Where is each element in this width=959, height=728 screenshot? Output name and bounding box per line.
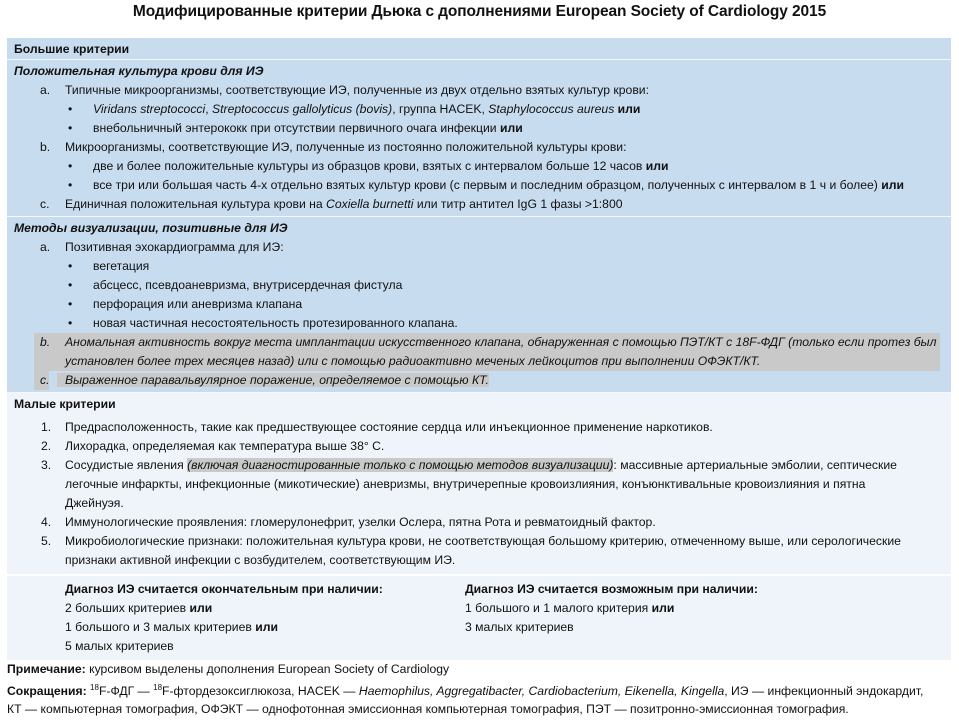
imaging-heading: Методы визуализации, позитивные для ИЭ: [14, 221, 288, 235]
page-title: Модифицированные критерии Дьюка с дополнениями European Society of Cardiology 2015: [132, 3, 827, 20]
minor-criteria-heading: Малые критерии: [14, 397, 116, 411]
list-item: • две и более положительные культуры из образцов крови, взятых с интервалом больше 12 часов или: [68, 159, 669, 173]
note: Примечание: курсивом выделены дополнения European Society of Cardiology: [7, 662, 450, 676]
list-item: • внебольничный энтерококк при отсутствии первичного очага инфекции или: [68, 121, 523, 135]
list-item: a. Позитивная эхокардиограмма для ИЭ:: [40, 240, 284, 254]
list-item: • абсцесс, псевдоаневризма, внутрисердечная фистула: [68, 278, 403, 292]
possible-diagnosis: Диагноз ИЭ считается возможным при наличии: 1 большого и 1 малого критерия или 3 малых критериев: [465, 580, 935, 656]
footnotes: Примечание: курсивом выделены дополнения European Society of Cardiology Сокращения: $^{18}$F-ФДГ — $^{18}$F-фтордезоксиглюкоза, HACEK — Haemophilus, Aggregatibacter, Cardiobacterium, Eikenella, Kingella, ИЭ — инфекционный эндокардит, КТ — компьютерная томография, ОФЭКТ — однофотонная эмиссионная компьютерная томография, ПЭТ — позитронно-эмиссионная томография.: [7, 660, 951, 719]
list-item: a. Типичные микроорганизмы, соответствующие ИЭ, полученные из двух отдельно взятых культур крови:: [40, 83, 649, 97]
list-item: 3. Сосудистые явления (включая диагностированные только с помощью методов визуализации): массивные артериальные эмболии, септические легочные инфаркты, инфекционные (микотические) аневризмы, внутричерепные кровоизлияния, конъюнктивальные кровоизлияния и пятна Джейнуэя.: [41, 458, 897, 510]
imaging-section: [7, 217, 951, 393]
list-item: • перфорация или аневризма клапана: [68, 297, 303, 311]
list-item: 1. Предрасположенность, такие как предшествующее состояние сердца или инъекционное применение наркотиков.: [41, 420, 713, 434]
list-item-highlighted: c. Выраженное паравальвулярное поражение, определяемое с помощью КТ.: [14, 371, 944, 390]
list-item: • все три или большая часть 4-х отдельно взятых культур крови (с первым и последним образцом, полученных с интервалом в 1 ч и более) или: [68, 178, 904, 192]
diagnosis-section: [7, 576, 951, 660]
list-item: 2. Лихорадка, определяемая как температура выше 38° С.: [41, 439, 385, 453]
possible-heading: Диагноз ИЭ считается возможным при наличии:: [465, 582, 758, 596]
abbreviations: Сокращения: $^{18}$F-ФДГ — $^{18}$F-фтордезоксиглюкоза, HACEK — Haemophilus, Aggregatibacter, Cardiobacterium, Eikenella, Kingella, ИЭ — инфекционный эндокардит,: [7, 682, 924, 698]
list-item-highlighted: b. Аномальная активность вокруг места имплантации искусственного клапана, обнаруженная с помощью ПЭТ/КТ с 18F-ФДГ (только если протез был установлен более трех месяцев назад) или с помощью радиоактивно меченых лейкоцитов при выполнении ОФЭКТ/КТ.: [34, 333, 940, 371]
list-item: b. Микроорганизмы, соответствующие ИЭ, полученные из постоянно положительной культуры крови:: [40, 140, 627, 154]
criteria-table: [7, 38, 951, 660]
list-item: • вегетация: [68, 259, 150, 273]
definite-heading: Диагноз ИЭ считается окончательным при наличии:: [65, 582, 383, 596]
definite-diagnosis: Диагноз ИЭ считается окончательным при наличии: 2 больших критериев или 1 большого и 3 малых критериев или 5 малых критериев: [7, 580, 465, 656]
list-item: 4. Иммунологические проявления: гломерулонефрит, узелки Ослера, пятна Рота и ревматоидный фактор.: [41, 515, 656, 529]
blood-culture-section: [7, 60, 951, 217]
minor-criteria-section: [7, 393, 951, 574]
blood-culture-heading: Положительная культура крови для ИЭ: [14, 64, 264, 78]
list-item: c. Единичная положительная культура крови на Coxiella burnetti или титр антител IgG 1 фазы >1:800: [40, 197, 623, 211]
list-item: • Viridans streptococci, Streptococcus gallolyticus (bovis), группа HACEK, Staphylococcus aureus или: [68, 102, 641, 116]
major-criteria-heading: Большие критерии: [7, 38, 951, 60]
list-item: • новая частичная несостоятельность протезированного клапана.: [68, 316, 458, 330]
list-item: 5. Микробиологические признаки: положительная культура крови, не соответствующая большому критерию, отмеченному выше, или серологические признаки активной инфекции с возбудителем, соответствующим ИЭ.: [41, 534, 901, 567]
